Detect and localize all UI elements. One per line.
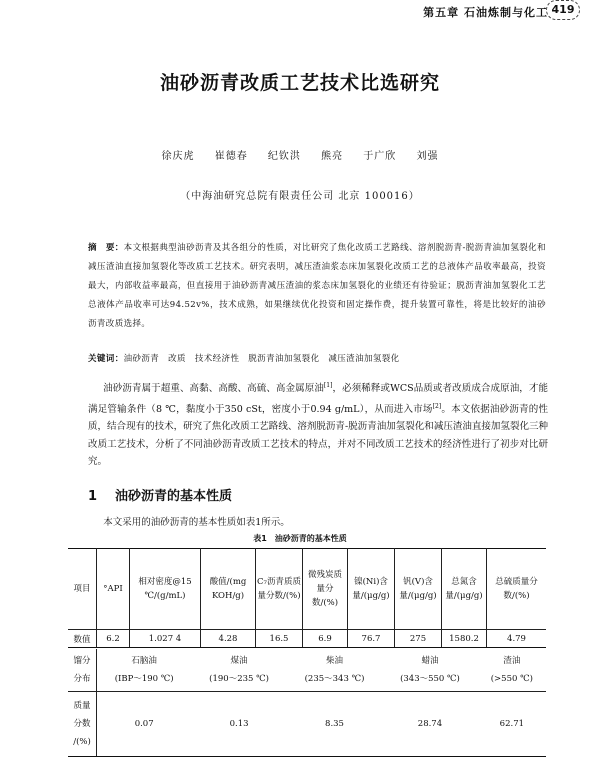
section-number: 1 — [88, 489, 98, 504]
abstract-text: 本文根据典型油砂沥青及其各组分的性质，对比研究了焦化改质工艺路线、溶剂脱沥青-脱沥青油加氢裂化和减压渣油直接加氢裂化等改质工艺技术。研究表明，减压渣油浆态床加氢裂化改质工艺的总液体产品收率最高，投资最大，内部收益率最高，但直接用于油砂沥青减压渣油的浆态床加氢裂化的业绩还有待验证；脱沥青油加氢裂化工艺总液体产品收率可达94.52v%，技术成熟，如果继续优化投资和固定操作费，提升装置可靠性，将是比较好的油砂沥青改质选择。 — [88, 243, 546, 329]
table-header-row — [68, 549, 546, 630]
row-header: 质量 分数 /(%) — [68, 692, 97, 757]
col-header: 钒(V)含量/(μg/g) — [395, 549, 442, 630]
col-header: 镍(Ni)含量/(μg/g) — [348, 549, 395, 630]
table-cell: 62.71 — [478, 692, 546, 757]
citation[interactable]: [1] — [323, 382, 333, 389]
keyword: 油砂沥青 — [123, 354, 160, 364]
table-cell: 0.07 — [97, 692, 192, 757]
table-cell: 28.74 — [382, 692, 477, 757]
table-cell: 数值 — [68, 630, 97, 648]
properties-table — [68, 548, 546, 648]
author-list — [0, 147, 600, 162]
author: 于广欣 — [363, 151, 397, 162]
table-cell: 6.2 — [97, 630, 130, 648]
fraction-header: 柴油 (235～343 ℃) — [287, 649, 382, 692]
table-cell: 275 — [395, 630, 442, 648]
table-cell: 4.79 — [487, 630, 547, 648]
keyword: 技术经济性 — [194, 354, 240, 364]
col-header: 酸值/(mg KOH/g) — [201, 549, 256, 630]
col-header: 相对密度@15 ℃/(g/mL) — [130, 549, 201, 630]
abstract-label: 摘 要： — [88, 243, 124, 253]
col-header: 总氮含量/(μg/g) — [442, 549, 487, 630]
author: 崔德春 — [214, 151, 248, 162]
intro-sentence: 本文采用的油砂沥青的基本性质如表1所示。 — [103, 517, 290, 528]
col-header: 项目 — [68, 549, 97, 630]
author: 徐庆虎 — [161, 151, 195, 162]
fraction-header: 渣油 (>550 ℃) — [478, 649, 546, 692]
keywords-label: 关键词： — [88, 354, 124, 364]
citation[interactable]: [2] — [432, 402, 442, 410]
table-cell: 16.5 — [256, 630, 303, 648]
paper-title: 油砂沥青改质工艺技术比选研究 — [159, 72, 440, 94]
table-cell: 1.027 4 — [130, 630, 201, 648]
keyword: 改质 — [168, 354, 186, 364]
section-heading — [88, 485, 232, 504]
table-cell: 0.13 — [191, 692, 286, 757]
body-paragraph: 油砂沥青属于超重、高黏、高酸、高硫、高金属原油[1]，必须稀释或WCS品质或者改质成合成原油，才能满足管输条件（8 ℃，黏度小于350 cSt，密度小于0.94 g/mL），从而进入市场[2]。本文依据油砂沥青的性质，结合现有的技术，研究了焦化改质工艺路线、溶剂脱沥青-脱沥青油加氢裂化和减压渣油直接加氢裂化三种改质工艺技术，分析了不同油砂沥青改质工艺技术的特点，并对不同改质工艺技术的经济性进行了初步对比研究。 — [88, 382, 548, 468]
row-header: 馏分 分布 — [68, 649, 97, 692]
author: 刘强 — [416, 151, 439, 162]
abstract — [88, 239, 546, 334]
affiliation: （中海油研究总院有限责任公司 北京 100016） — [180, 191, 420, 202]
fraction-header: 煤油 (190～235 ℃) — [191, 649, 286, 692]
table-cell: 4.28 — [201, 630, 256, 648]
fraction-header: 石脑油 (IBP～190 ℃) — [97, 649, 192, 692]
col-header: °API — [97, 549, 130, 630]
keywords — [88, 352, 558, 364]
section-title: 油砂沥青的基本性质 — [115, 489, 233, 504]
keyword: 减压渣油加氢裂化 — [328, 354, 400, 364]
running-header: 第五章 石油炼制与化工 — [423, 6, 548, 19]
col-header: 微残炭质量分数/(%) — [303, 549, 348, 630]
keyword: 脱沥青油加氢裂化 — [248, 354, 320, 364]
author: 纪钦洪 — [267, 151, 301, 162]
author: 熊亮 — [321, 151, 344, 162]
col-header: C₇沥青质质量分数/(%) — [256, 549, 303, 630]
fraction-table — [68, 649, 546, 757]
table-row — [68, 692, 546, 757]
table-row — [68, 630, 546, 648]
table-cell: 6.9 — [303, 630, 348, 648]
col-header: 总硫质量分数/(%) — [487, 549, 547, 630]
table-caption: 表1 油砂沥青的基本性质 — [253, 534, 347, 543]
table-header-row — [68, 649, 546, 692]
fraction-header: 蜡油 (343～550 ℃) — [382, 649, 477, 692]
table-cell: 76.7 — [348, 630, 395, 648]
table-cell: 1580.2 — [442, 630, 487, 648]
page-number: 419 — [546, 0, 580, 20]
table-cell: 8.35 — [287, 692, 382, 757]
